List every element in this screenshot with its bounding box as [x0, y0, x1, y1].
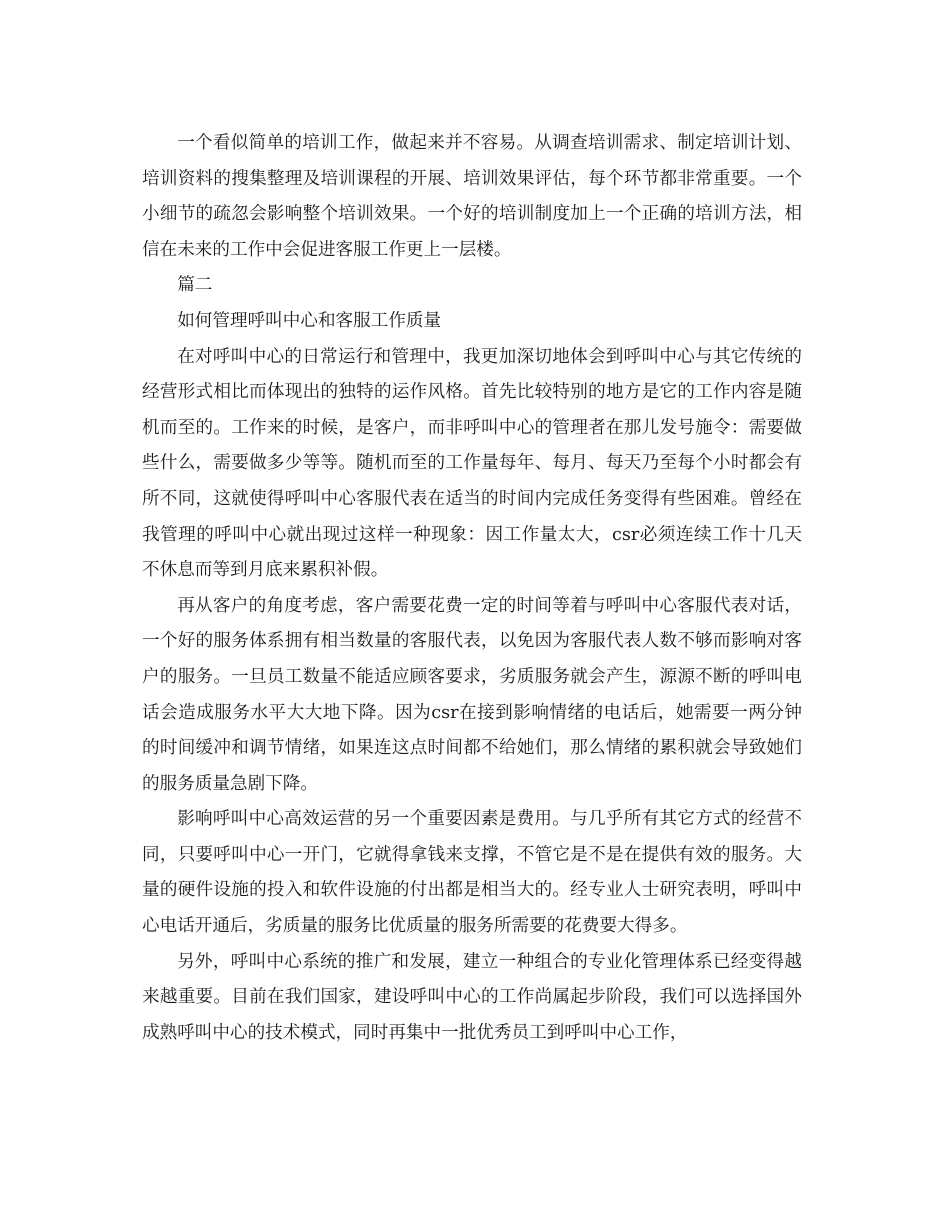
paragraph-training-summary: 一个看似简单的培训工作，做起来并不容易。从调查培训需求、制定培训计划、培训资料的搜集整理及培训课程的开展、培训效果评估，每个环节都非常重要。一个小细节的疏忽会影响整个培训效果。一个好的培训制度加上一个正确的培训方法，相信在未来的工作中会促进客服工作更上一层楼。 — [142, 133, 802, 260]
article-title: 如何管理呼叫中心和客服工作质量 — [177, 310, 442, 331]
section-heading-part-two: 篇二 — [177, 275, 213, 296]
paragraph-cost-factor: 影响呼叫中心高效运营的另一个重要因素是费用。与几乎所有其它方式的经营不同，只要呼叫中心一开门，它就得拿钱来支撑，不管它是不是在提供有效的服务。大量的硬件设施的投入和软件设施的付出都是相当大的。经专业人士研究表明，呼叫中心电话开通后，劣质量的服务比优质量的服务所需要的花费要大得多。 — [142, 809, 802, 937]
paragraph-customer-perspective: 再从客户的角度考虑，客户需要花费一定的时间等着与呼叫中心客服代表对话，一个好的服务体系拥有相当数量的客服代表，以免因为客服代表人数不够而影响对客户的服务。一旦员工数量不能适应顾客要求，劣质服务就会产生，源源不断的呼叫电话会造成服务水平大大地下降。因为csr在接到影响情绪的电话后，她需要一两分钟的时间缓冲和调节情绪，如果连这点时间都不给她们，那么情绪的累积就会导致她们的服务质量急剧下降。 — [142, 595, 802, 794]
paragraph-management-system: 另外，呼叫中心系统的推广和发展，建立一种组合的专业化管理体系已经变得越来越重要。目前在我们国家，建设呼叫中心的工作尚属起步阶段，我们可以选择国外成熟呼叫中心的技术模式，同时再集中一批优秀员工到呼叫中心工作， — [142, 951, 802, 1043]
paragraph-call-center-operation: 在对呼叫中心的日常运行和管理中，我更加深切地体会到呼叫中心与其它传统的经营形式相比而体现出的独特的运作风格。首先比较特别的地方是它的工作内容是随机而至的。工作来的时候，是客户，而非呼叫中心的管理者在那儿发号施令：需要做些什么，需要做多少等等。随机而至的工作量每年、每月、每天乃至每个小时都会有所不同，这就使得呼叫中心客服代表在适当的时间内完成任务变得有些困难。曾经在我管理的呼叫中心就出现过这样一种现象：因工作量太大，csr必须连续工作十几天不休息而等到月底来累积补假。 — [142, 346, 802, 581]
document-page — [142, 126, 802, 1051]
